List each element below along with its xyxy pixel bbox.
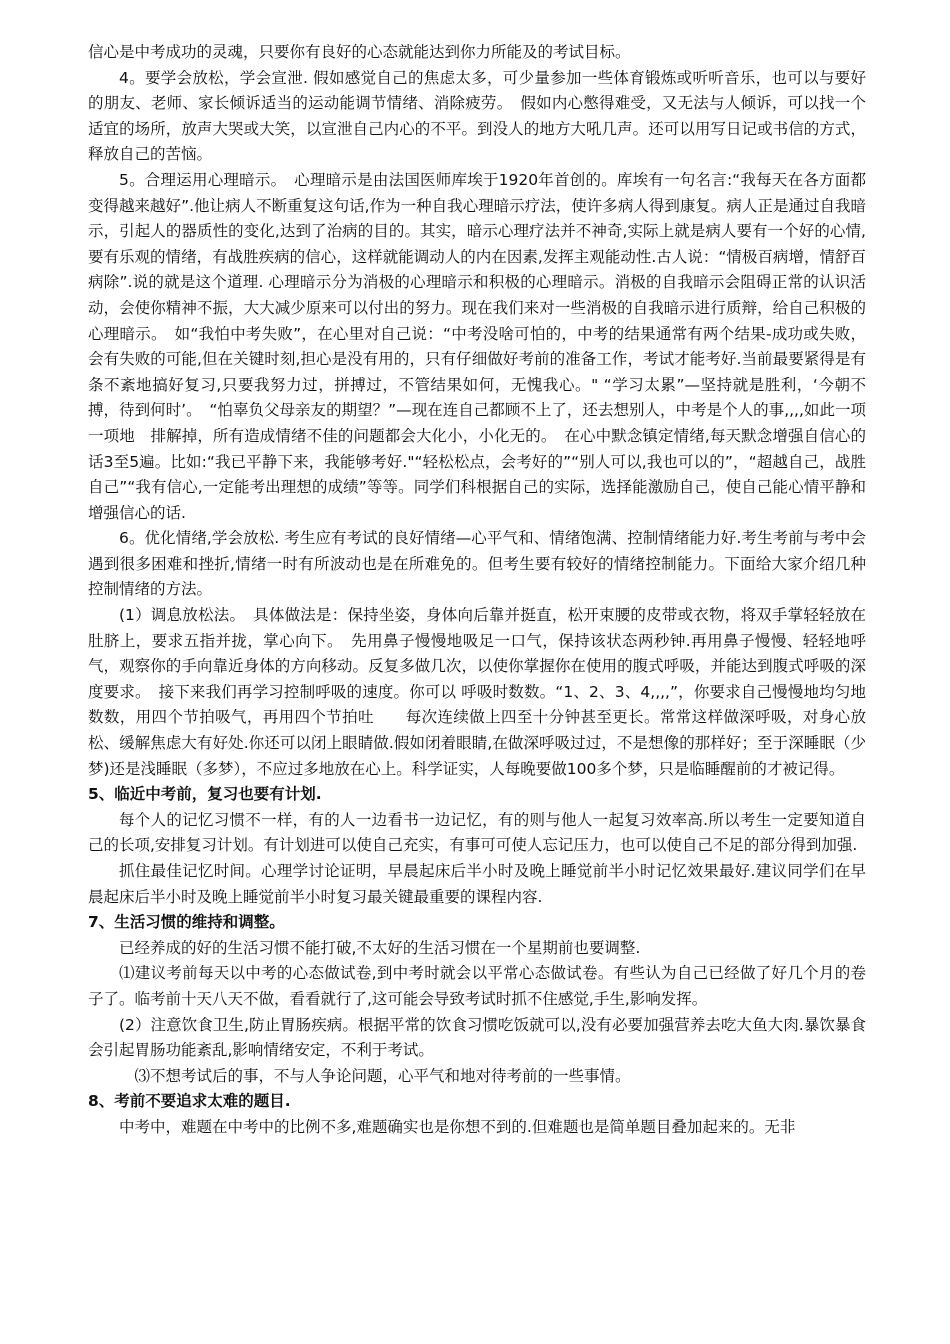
document-page <box>88 40 866 1141</box>
paragraph-habit-item-3: ⑶不想考试后的事，不与人争论问题，心平气和地对待考前的一些事情。 <box>134 1066 631 1085</box>
paragraph-psychological-suggestion: 5。合理运用心理暗示。 心理暗示是由法国医师库埃于1920年首创的。库埃有一句名言:“我每天在各方面都变得越来越好”.他让病人不断重复这句话,作为一种自我心理暗示疗法，使许多病人得到康复。病人正是通过自我暗示，引起人的器质性的变化,达到了治病的目的。其实，暗示心理疗法并不神奇,实际上就是病人要有一个好的心情,要有乐观的情绪，有战胜疾病的信心，这样就能调动人的内在因素,发挥主观能动性.古人说：“情极百病增，情舒百病除”.说的就是这个道理. 心理暗示分为消极的心理暗示和积极的心理暗示。消极的自我暗示会阻碍正常的认识活动，会使你精神不振，大大减少原来可以付出的努力。现在我们来对一些消极的自我暗示进行质辩，给自己积极的心理暗示。 如“我怕中考失败”，在心里对自己说：“中考没啥可怕的，中考的结果通常有两个结果-成功或失败，会有失败的可能,但在关键时刻,担心是没有用的，只有仔细做好考前的准备工作，考试才能考好.当前最要紧得是有条不紊地搞好复习,只要我努力过，拼搏过，不管结果如何，无愧我心。" “学习太累”—坚持就是胜利，‘今朝不搏，待到何时’。 “怕辜负父母亲友的期望？”—现在连自己都顾不上了，还去想别人，中考是个人的事,,,,如此一项一项地 排解掉，所有造成情绪不佳的问题都会大化小，小化无的。 在心中默念镇定情绪,每天默念增强自信心的话3至5遍。比如:“我已平静下来，我能够考好."“轻松松点，会考好的”“别人可以,我也可以的”，“超越自己，战胜自己”“我有信心,一定能考出理想的成绩”等等。同学们科根据自己的实际，选择能激励自己，使自己能心情平静和增强信心的话. <box>88 170 866 522</box>
paragraph-best-memory-time: 抓住最佳记忆时间。心理学讨论证明，早晨起床后半小时及晚上睡觉前半小时记忆效果最好.建议同学们在早晨起床后半小时及晚上睡觉前半小时复习最关键最重要的课程内容. <box>88 862 866 906</box>
paragraph-memory-habits: 每个人的记忆习惯不一样，有的人一边看书一边记忆，有的则与他人一起复习效率高.所以考生一定要知道自己的长项,安排复习计划。有计划进可以使自己充实，有事可可使人忘记压力，也可以使自己不足的部分得到加强. <box>88 810 866 855</box>
paragraph-habit-item-2: (2）注意饮食卫生,防止胃肠疾病。根据平常的饮食习惯吃饭就可以,没有必要加强营养去吃大鱼大肉.暴饮暴食会引起胃肠功能紊乱,影响情绪安定，不利于考试。 <box>88 1015 866 1060</box>
paragraph-relax-vent: 4。要学会放松，学会宣泄. 假如感觉自己的焦虑太多，可少量参加一些体育锻炼或听听音乐，也可以与要好的朋友、老师、家长倾诉适当的运动能调节情绪、消除疲劳。 假如内心憋得难受，又无法与人倾诉，可以找一个适宜的场所，放声大哭或大笑，以宣泄自己内心的不平。到没人的地方大吼几声。还可以用写日记或书信的方式，释放自己的苦恼。 <box>88 68 866 164</box>
paragraph-optimize-emotion: 6。优化情绪,学会放松. 考生应有考试的良好情绪—心平气和、情绪饱满、控制情绪能力好.考生考前与考中会遇到很多困难和挫折,情绪一时有所波动也是在所难免的。但考生要有较好的情绪控制能力。下面给大家介绍几种控制情绪的方法。 <box>88 529 866 599</box>
heading-living-habits: 7、生活习惯的维持和调整。 <box>88 913 285 932</box>
paragraph-keep-habits: 已经养成的好的生活习惯不能打破,不太好的生活习惯在一个星期前也要调整. <box>119 938 641 957</box>
paragraph-hard-problems: 中考中，难题在中考中的比例不多,难题确实也是你想不到的.但难题也是简单题目叠加起来的。无非 <box>119 1117 796 1136</box>
paragraph-confidence: 信心是中考成功的灵魂，只要你有良好的心态就能达到你力所能及的考试目标。 <box>88 43 631 61</box>
heading-avoid-hard-problems: 8、考前不要追求太难的题目. <box>88 1092 291 1111</box>
heading-review-plan: 5、临近中考前，复习也要有计划. <box>88 785 322 804</box>
paragraph-habit-item-1: ⑴建议考前每天以中考的心态做试卷,到中考时就会以平常心态做试卷。有些认为自己已经做了好几个月的卷子了。临考前十天八天不做，看看就行了,这可能会导致考试时抓不住感觉,手生,影响发挥。 <box>88 964 866 1008</box>
paragraph-breathing-method: (1）调息放松法。 具体做法是：保持坐姿，身体向后靠并挺直，松开束腰的皮带或衣物，将双手掌轻轻放在肚脐上，要求五指并拢，掌心向下。 先用鼻子慢慢地吸足一口气，保持该状态两秒钟.再用鼻子慢慢、轻轻地呼气，观察你的手向靠近身体的方向移动。反复多做几次，以使你掌握你在使用的腹式呼吸，并能达到腹式呼吸的深度要求。 接下来我们再学习控制呼吸的速度。你可以 呼吸时数数。“1、2、3、4,,,,”，你要求自己慢慢地均匀地数数，用四个节拍吸气，再用四个节拍吐 每次连续做上四至十分钟甚至更长。常常这样做深呼吸，对身心放松、缓解焦虑大有好处.你还可以闭上眼睛做.假如闭着眼睛,在做深呼吸过过，不是想像的那样好；至于深睡眠（少梦)还是浅睡眠（多梦），不应过多地放在心上。科学证实，人每晚要做100多个梦，只是临睡醒前的才被记得。 <box>88 606 866 778</box>
